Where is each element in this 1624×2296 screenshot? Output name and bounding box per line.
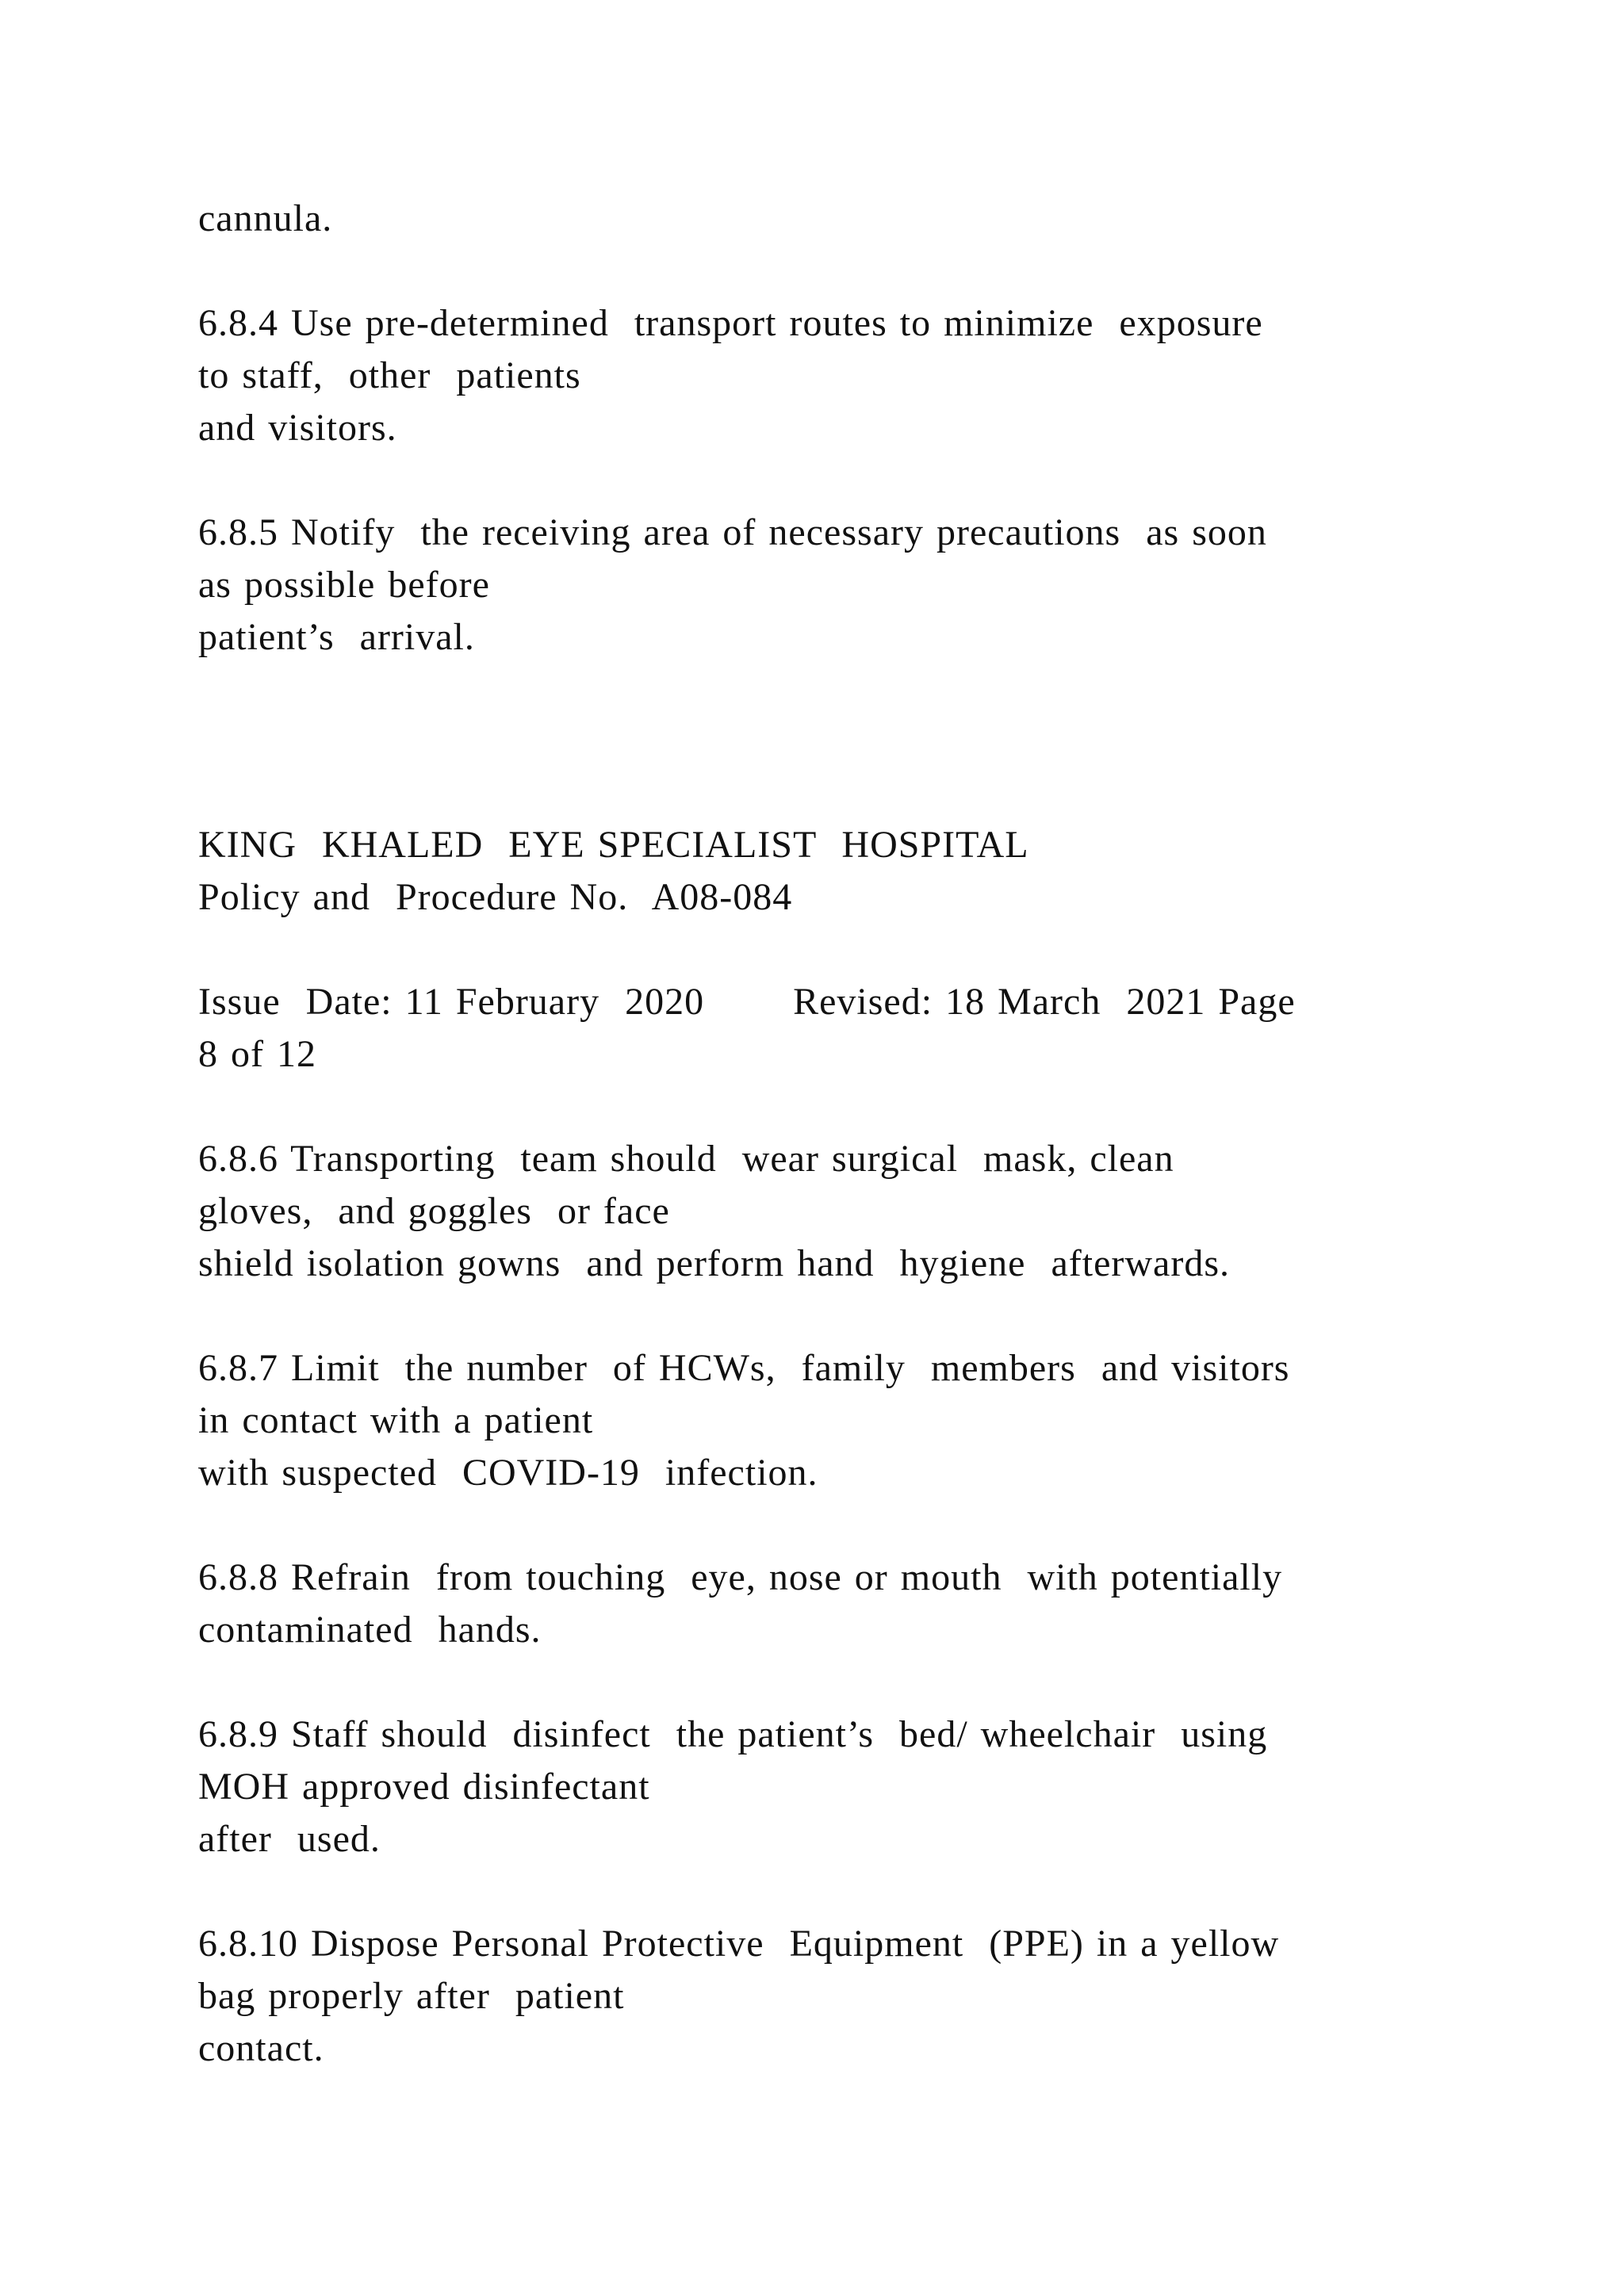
paragraph-6-8-10-line-2: bag properly after patient — [198, 1975, 625, 2017]
paragraph-6-8-7-line-3: with suspected COVID-19 infection. — [198, 1452, 818, 1494]
paragraph-6-8-4-line-1: 6.8.4 Use pre-determined transport routes to minimize exposure — [198, 302, 1263, 344]
paragraph-6-8-8-line-2: contaminated hands. — [198, 1609, 542, 1651]
page-count-line: 8 of 12 — [198, 1033, 316, 1075]
paragraph-6-8-6-line-3: shield isolation gowns and perform hand hygiene afterwards. — [198, 1242, 1231, 1284]
paragraph-6-8-9-line-1: 6.8.9 Staff should disinfect the patient’s bed/ wheelchair using — [198, 1713, 1268, 1755]
paragraph-6-8-8-line-1: 6.8.8 Refrain from touching eye, nose or mouth with potentially — [198, 1556, 1283, 1598]
header-hospital-name: KING KHALED EYE SPECIALIST HOSPITAL — [198, 824, 1029, 866]
paragraph-6-8-5-line-2: as possible before — [198, 564, 490, 606]
paragraph-6-8-4-line-2: to staff, other patients — [198, 354, 581, 396]
paragraph-6-8-5-line-3: patient’s arrival. — [198, 616, 475, 658]
issue-revised-page-line: Issue Date: 11 February 2020 Revised: 18 March 2021 Page — [198, 981, 1296, 1023]
paragraph-6-8-6-line-1: 6.8.6 Transporting team should wear surgical mask, clean — [198, 1138, 1174, 1180]
paragraph-6-8-7-line-2: in contact with a patient — [198, 1399, 594, 1441]
header-policy-number: Policy and Procedure No. A08-084 — [198, 876, 793, 918]
paragraph-6-8-4-line-3: and visitors. — [198, 407, 397, 449]
paragraph-6-8-5-line-1: 6.8.5 Notify the receiving area of necessary precautions as soon — [198, 511, 1267, 553]
paragraph-6-8-6-line-2: gloves, and goggles or face — [198, 1190, 670, 1232]
paragraph-6-8-9-line-2: MOH approved disinfectant — [198, 1766, 650, 1808]
paragraph-6-8-9-line-3: after used. — [198, 1818, 381, 1860]
paragraph-6-8-10-line-1: 6.8.10 Dispose Personal Protective Equipment (PPE) in a yellow — [198, 1923, 1280, 1965]
text-line-cannula: cannula. — [198, 197, 333, 239]
paragraph-6-8-10-line-3: contact. — [198, 2027, 324, 2069]
paragraph-6-8-7-line-1: 6.8.7 Limit the number of HCWs, family members and visitors — [198, 1347, 1290, 1389]
